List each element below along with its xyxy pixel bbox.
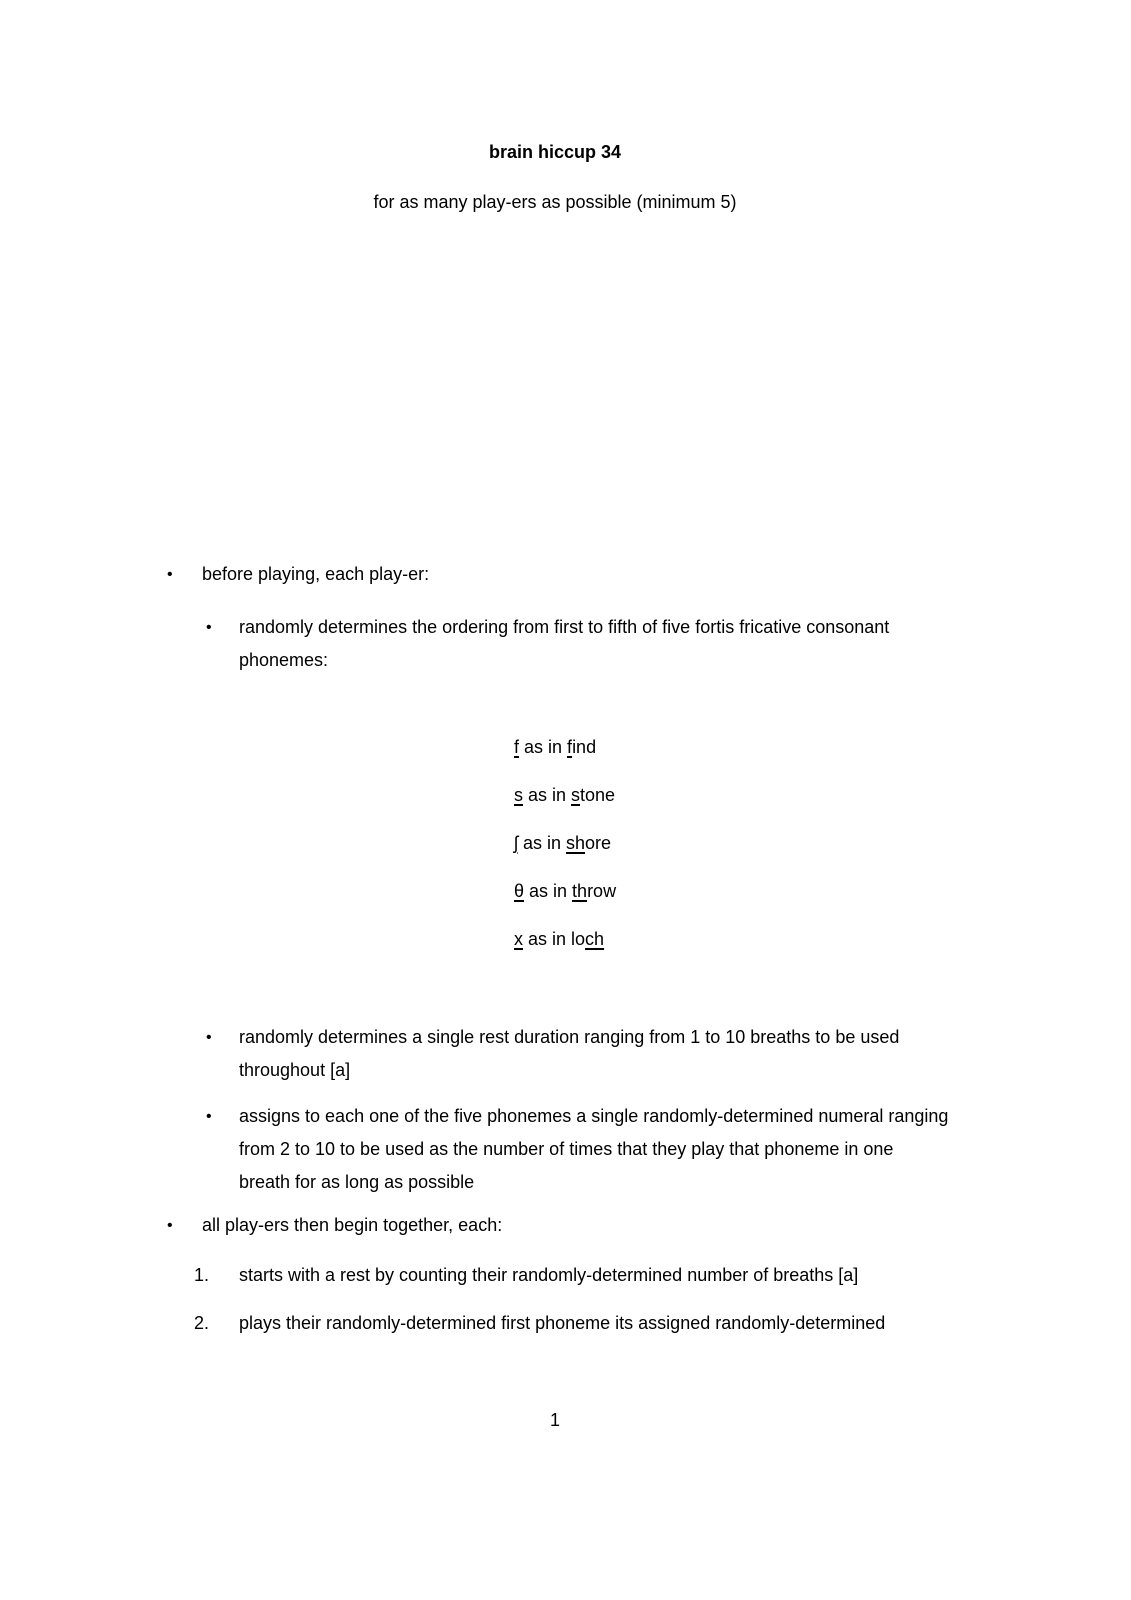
performance-intro-text: all play-ers then begin together, each: — [202, 1215, 503, 1235]
phoneme-connector: as in — [523, 785, 572, 805]
example-suffix: ind — [572, 737, 597, 757]
step-assign-line-1: assigns to each one of the five phonemes a single randomly-determined numeral ranging — [239, 1106, 949, 1126]
phoneme-connector: as in — [519, 737, 568, 757]
step-assign-line-2: from 2 to 10 to be used as the number of times that they play that phoneme in one — [239, 1139, 894, 1159]
bullet-icon: • — [167, 1217, 173, 1234]
performance-step-2-text: plays their randomly-determined first phoneme its assigned randomly-determined — [239, 1313, 886, 1333]
step-rest-line-1: randomly determines a single rest duration ranging from 1 to 10 breaths to be used — [239, 1027, 900, 1047]
phoneme-line-theta — [514, 875, 616, 923]
setup-intro-text: before playing, each play-er: — [202, 564, 430, 584]
phoneme-symbol: ʃ — [514, 833, 518, 853]
example-key-letters: ch — [585, 929, 605, 949]
phoneme-symbol: s — [514, 785, 523, 805]
bullet-icon: • — [167, 566, 173, 583]
bullet-icon: • — [206, 1029, 212, 1046]
setup-step-ordering — [0, 611, 1131, 677]
phoneme-line-f — [514, 731, 616, 779]
phoneme-connector: as in — [524, 881, 573, 901]
bullet-icon: • — [206, 619, 212, 636]
phoneme-line-esh — [514, 827, 616, 875]
performance-step-1 — [0, 1259, 1131, 1292]
setup-step-assign — [0, 1100, 1131, 1199]
step-ordering-line-2: phonemes: — [239, 650, 329, 670]
performance-intro-item — [0, 1209, 1131, 1242]
document-subtitle: for as many play-ers as possible (minimum 5) — [373, 192, 737, 212]
list-number: 2. — [194, 1313, 210, 1333]
phoneme-symbol: x — [514, 929, 523, 949]
phoneme-list — [514, 731, 616, 971]
phoneme-connector: as in — [523, 929, 572, 949]
example-suffix: ore — [585, 833, 612, 853]
phoneme-line-x — [514, 923, 616, 971]
example-key-letters: f — [567, 737, 573, 757]
performance-step-1-text: starts with a rest by counting their randomly-determined number of breaths [a] — [239, 1265, 859, 1285]
document-title: brain hiccup 34 — [488, 142, 622, 162]
step-assign-line-3: breath for as long as possible — [239, 1172, 475, 1192]
setup-step-rest — [0, 1021, 1131, 1087]
step-rest-line-2: throughout [a] — [239, 1060, 351, 1080]
example-prefix: lo — [571, 929, 586, 949]
performance-step-2 — [0, 1307, 1131, 1340]
phoneme-line-s — [514, 779, 616, 827]
phoneme-symbol: θ — [514, 881, 525, 901]
bullet-icon: • — [206, 1108, 212, 1125]
phoneme-connector: as in — [518, 833, 567, 853]
step-ordering-line-1: randomly determines the ordering from first to fifth of five fortis fricative consonant — [239, 617, 890, 637]
example-key-letters: s — [571, 785, 581, 805]
phoneme-symbol: f — [514, 737, 520, 757]
page-number: 1 — [549, 1410, 560, 1430]
setup-intro-item — [0, 558, 1131, 591]
example-key-letters: th — [572, 881, 588, 901]
example-suffix: tone — [580, 785, 616, 805]
example-suffix: row — [587, 881, 617, 901]
list-number: 1. — [194, 1265, 210, 1285]
example-key-letters: sh — [566, 833, 586, 853]
